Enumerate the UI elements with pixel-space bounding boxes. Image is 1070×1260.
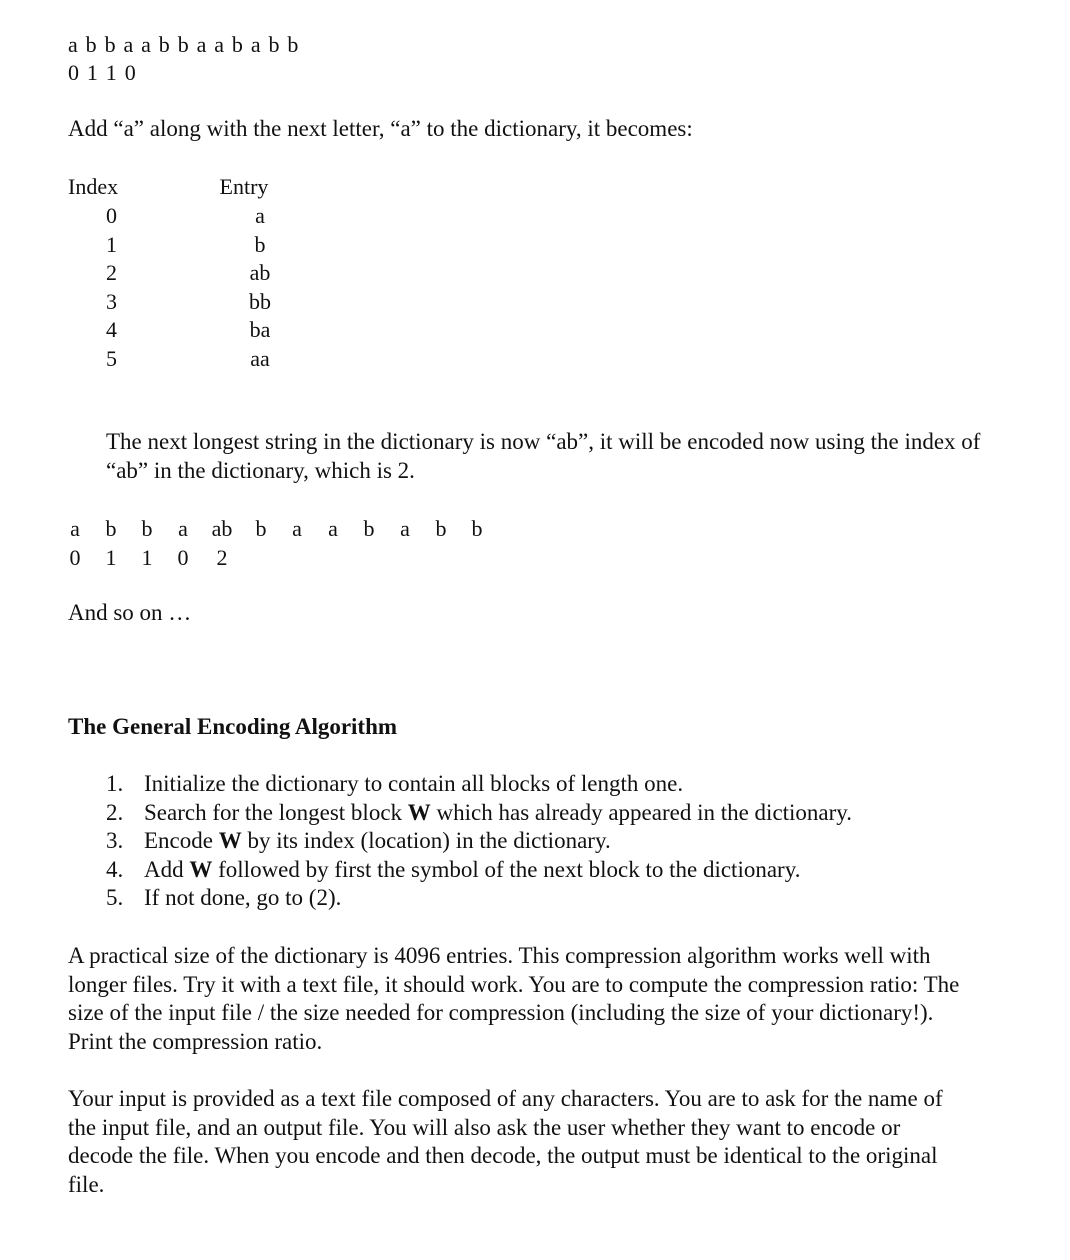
encoded-letter: b <box>363 516 375 541</box>
step-text: If not done, go to (2). <box>144 885 342 910</box>
encoded-letter: b <box>471 516 483 541</box>
index-header: Index <box>68 174 119 199</box>
entry-cell: aa <box>250 345 270 371</box>
encoded-letter: b <box>105 516 117 541</box>
index-cell: 4 <box>106 317 117 342</box>
step-number: 2. <box>106 799 124 825</box>
encoded-code: 2 <box>216 545 228 570</box>
index-cell: 5 <box>106 345 117 371</box>
algorithm-steps-list <box>106 770 852 913</box>
encoded-letter: b <box>141 516 153 541</box>
encoded-code: 1 <box>105 545 117 570</box>
encoded-letter: ab <box>211 516 233 541</box>
encoded-codes-row <box>62 545 248 571</box>
step-number: 5. <box>106 885 124 910</box>
algorithm-step <box>106 799 852 828</box>
encoded-letter: b <box>435 516 447 541</box>
entry-cell: bb <box>249 288 271 314</box>
practical-size-paragraph: A practical size of the dictionary is 4096 entries. This compression algorithm works well with longer files. Try it with a text file, it should work. You are to compute the compression ratio: The size of the input file / the size needed for compression (including the size of your dictionary!). Print the compression ratio. <box>68 943 960 1054</box>
entry-cell: a <box>255 203 265 228</box>
dictionary-entry-column <box>205 172 315 373</box>
encoded-letter: a <box>292 516 302 541</box>
dictionary-index-column <box>68 172 158 373</box>
next-longest-text: The next longest string in the dictionary is now “ab”, it will be encoded now using the index of “ab” in the dictionary, which is 2. <box>106 429 981 483</box>
step-text: Encode W by its index (location) in the dictionary. <box>144 828 611 853</box>
step-text: Initialize the dictionary to contain all blocks of length one. <box>144 771 684 796</box>
encoded-letters-row <box>62 516 490 542</box>
encoded-letter: a <box>328 516 338 541</box>
input-file-paragraph: Your input is provided as a text file composed of any characters. You are to ask for the name of the input file, and an output file. You will also ask the user whether they want to encode or decode the file. When you encode and then decode, the output must be identical to the original file. <box>68 1086 943 1197</box>
step-number: 4. <box>106 856 124 882</box>
encoded-code: 0 <box>177 545 189 570</box>
algorithm-title: The General Encoding Algorithm <box>68 714 398 739</box>
index-cell: 3 <box>106 288 117 314</box>
encoded-letter: b <box>255 516 267 541</box>
algorithm-step <box>106 827 852 856</box>
step-number: 1. <box>106 771 124 796</box>
algorithm-step <box>106 856 852 885</box>
entry-cell: ab <box>249 260 271 285</box>
encoded-letter: a <box>70 516 80 541</box>
algorithm-step <box>106 884 852 913</box>
and-so-on-text: And so on … <box>68 600 192 625</box>
index-cell: 2 <box>106 260 117 285</box>
index-cell: 1 <box>106 231 117 257</box>
intro-text: Add “a” along with the next letter, “a” to the dictionary, it becomes: <box>68 116 693 141</box>
entry-cell: b <box>254 231 266 257</box>
sequence-codes: 0 1 1 0 <box>68 60 137 85</box>
step-text: Add W followed by first the symbol of the next block to the dictionary. <box>144 856 801 882</box>
step-number: 3. <box>106 828 124 853</box>
encoded-code: 0 <box>69 545 81 570</box>
sequence-letters: a b b a a b b a a b a b b <box>68 32 300 57</box>
index-cell: 0 <box>106 203 117 228</box>
step-text: Search for the longest block W which has already appeared in the dictionary. <box>144 799 853 825</box>
encoded-code: 1 <box>141 545 153 570</box>
entry-header: Entry <box>219 174 269 199</box>
algorithm-step <box>106 770 852 799</box>
encoded-letter: a <box>400 516 410 541</box>
encoded-letter: a <box>178 516 188 541</box>
entry-cell: ba <box>249 317 271 342</box>
